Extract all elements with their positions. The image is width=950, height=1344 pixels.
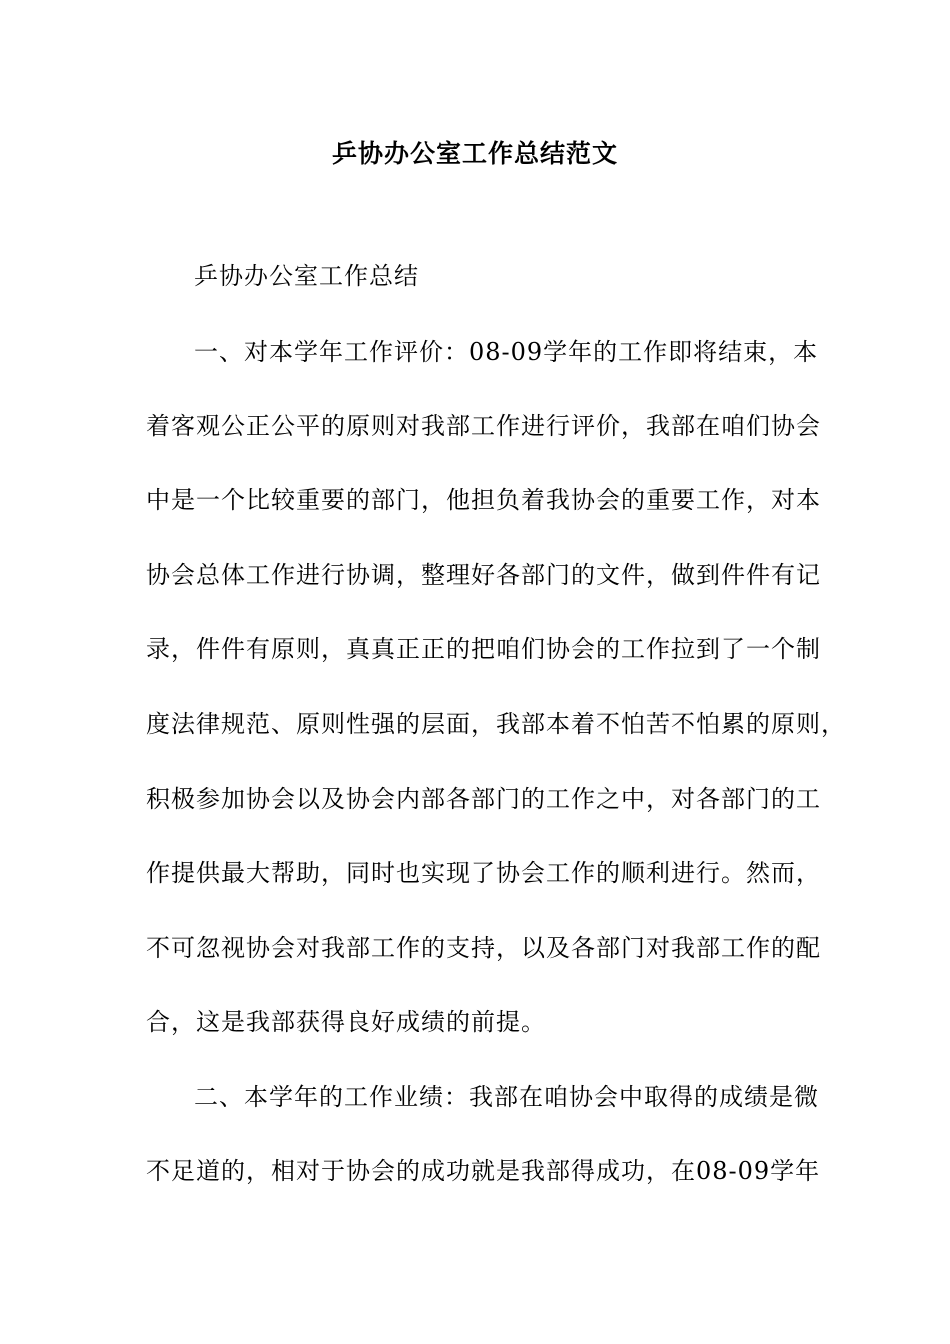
paragraph-line: 录，件件有原则，真真正正的把咱们协会的工作拉到了一个制 bbox=[146, 635, 821, 663]
paragraph-line: 度法律规范、原则性强的层面，我部本着不怕苦不怕累的原则， bbox=[146, 710, 846, 738]
paragraph-line: 作提供最大帮助，同时也实现了协会工作的顺利进行。然而， bbox=[146, 859, 821, 887]
paragraph-line: 一、对本学年工作评价：08-09学年的工作即将结束，本 bbox=[194, 338, 819, 366]
paragraph-line: 不足道的，相对于协会的成功就是我部得成功，在08-09学年 bbox=[146, 1157, 821, 1185]
document-title: 乒协办公室工作总结范文 bbox=[331, 139, 618, 168]
paragraph-line: 着客观公正公平的原则对我部工作进行评价，我部在咱们协会 bbox=[146, 412, 821, 440]
paragraph-line: 协会总体工作进行协调，整理好各部门的文件，做到件件有记 bbox=[146, 561, 821, 589]
paragraph-line: 不可忽视协会对我部工作的支持，以及各部门对我部工作的配 bbox=[146, 934, 821, 962]
subtitle-line: 乒协办公室工作总结 bbox=[194, 262, 419, 290]
paragraph-line: 二、本学年的工作业绩：我部在咱协会中取得的成绩是微 bbox=[194, 1083, 819, 1111]
paragraph-line: 合，这是我部获得良好成绩的前提。 bbox=[146, 1008, 546, 1036]
paragraph-line: 积极参加协会以及协会内部各部门的工作之中，对各部门的工 bbox=[146, 785, 821, 813]
paragraph-line: 中是一个比较重要的部门，他担负着我协会的重要工作，对本 bbox=[146, 486, 821, 514]
